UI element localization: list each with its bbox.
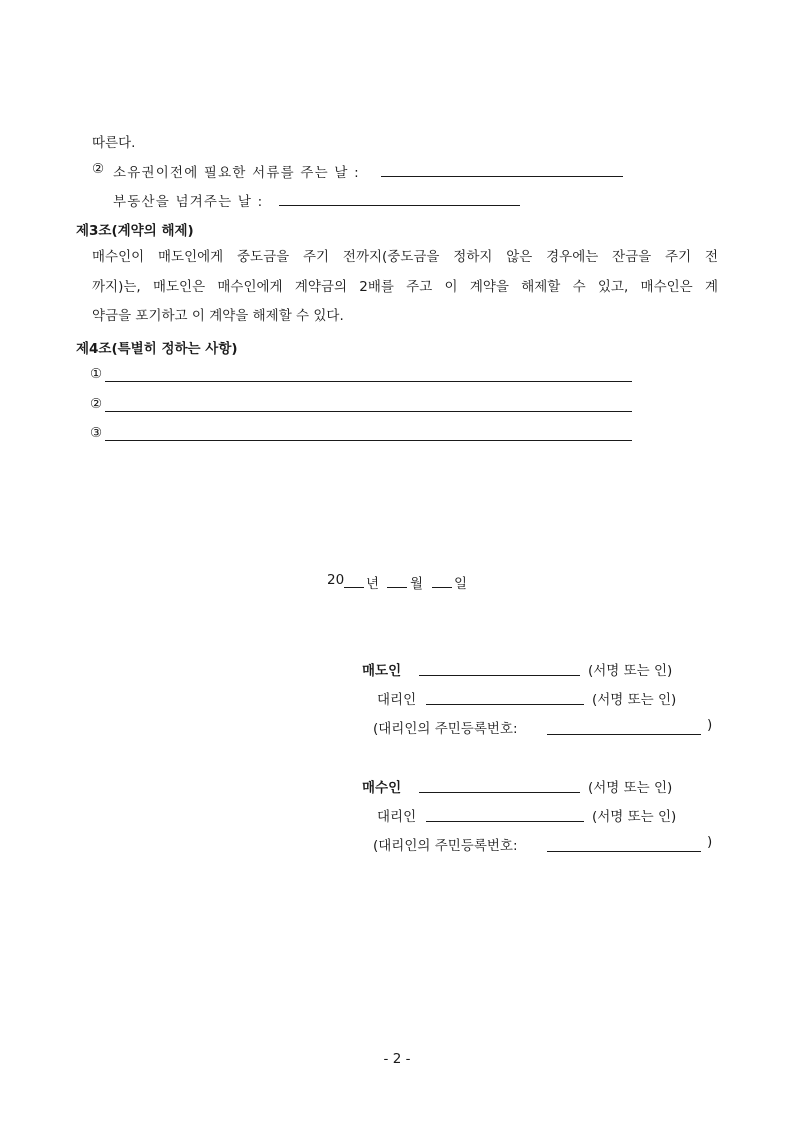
seller-agent-label: 대리인 [377,692,417,708]
seller-agent-id-close: ) [707,717,713,733]
date-month-field[interactable] [387,587,407,588]
seller-sign-note: (서명 또는 인) [588,663,673,679]
special-item-3-field[interactable] [105,440,632,441]
article3-title: 제3조(계약의 해제) [76,223,194,239]
special-item-1-field[interactable] [105,381,632,382]
article3-body [92,243,718,332]
seller-agent-sign-note: (서명 또는 인) [592,692,677,708]
date-year-prefix: 20 [327,572,345,588]
ownership-documents-date-field[interactable] [381,176,623,177]
buyer-signature-field[interactable] [419,792,580,793]
property-handover-date-label: 부동산을 넘겨주는 날 : [113,194,264,210]
article3-line-1: 매수인이 매도인에게 중도금을 주기 전까지(중도금을 정하지 않은 경우에는 잔금을 주기 전 [92,249,718,265]
buyer-label: 매수인 [362,780,402,796]
date-year-field[interactable] [344,587,364,588]
date-month-label: 월 [410,576,424,592]
seller-agent-signature-field[interactable] [426,704,584,705]
seller-agent-id-label: (대리인의 주민등록번호: [373,721,518,737]
buyer-agent-signature-field[interactable] [426,821,584,822]
buyer-sign-note: (서명 또는 인) [588,780,673,796]
buyer-agent-label: 대리인 [377,809,417,825]
date-day-field[interactable] [432,587,452,588]
date-year-label: 년 [366,576,380,592]
date-day-label: 일 [454,576,468,592]
ownership-documents-date-label: 소유권이전에 필요한 서류를 주는 날 : [113,165,360,181]
article3-line-3: 약금을 포기하고 이 계약을 해제할 수 있다. [92,308,344,324]
buyer-agent-id-close: ) [707,834,713,850]
special-item-2-marker: ② [90,396,103,412]
buyer-agent-sign-note: (서명 또는 인) [592,809,677,825]
buyer-agent-id-field[interactable] [547,851,701,852]
seller-agent-id-field[interactable] [547,734,701,735]
property-handover-date-field[interactable] [279,205,520,206]
article3-line-2: 까지)는, 매도인은 매수인에게 계약금의 2배를 주고 이 계약을 해제할 수 있고, 매수인은 계 [92,278,718,295]
special-item-1-marker: ① [90,366,103,382]
seller-label: 매도인 [362,663,402,679]
buyer-agent-id-label: (대리인의 주민등록번호: [373,838,518,854]
special-item-2-field[interactable] [105,411,632,412]
article2-continuation: 따른다. [92,135,136,151]
article4-title: 제4조(특별히 정하는 사항) [76,341,238,357]
special-item-3-marker: ③ [90,425,103,441]
seller-signature-field[interactable] [419,675,580,676]
page-number: - 2 - [383,1051,411,1067]
item-2-marker: ② [92,161,105,177]
